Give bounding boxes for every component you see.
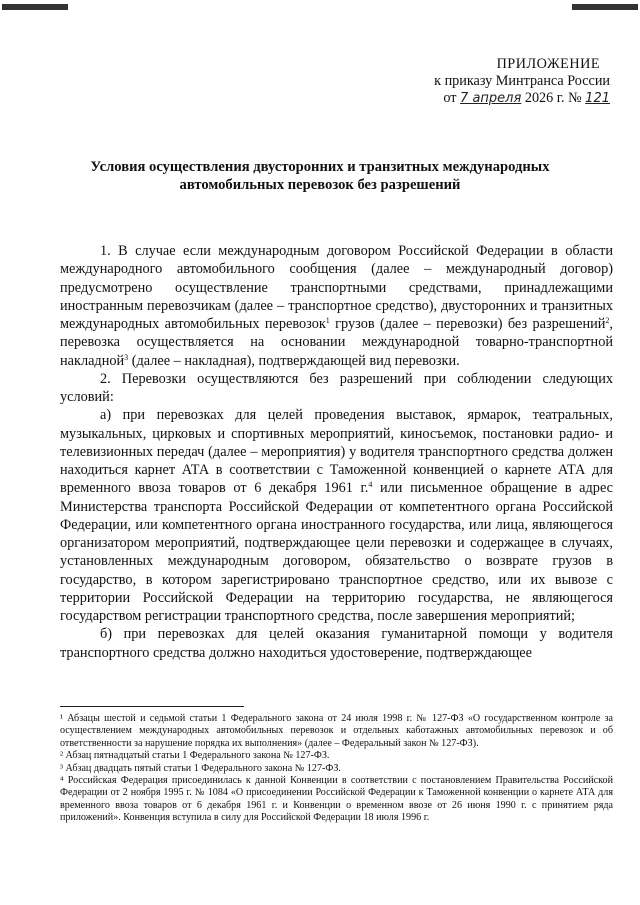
paragraph-2a-text-b: или письменное обращение в адрес Министерства транспорта Российской Федерации от компетентного органа Российской Федерации, или компетентного органа иностранного государства, или лица, являющегося организатором мероприятий, подтверждающее цели перевозки и содержащее в случаях, установленных международным договором, обязательство о возврате грузов в государство, в котором зарегистрировано транспортное средство, или их вывозе с территории Российской Федерации на территорию государства, не являющегося государством регистрации транспортного средства, после завершения мероприятий; xyxy=(60,480,613,624)
appendix-date-line xyxy=(380,90,610,107)
paragraph-1-text-b: грузов (далее – перевозки) без разрешений xyxy=(329,316,606,332)
handwritten-number: 121 xyxy=(585,91,610,106)
footnote-ref-3: 3 xyxy=(124,352,129,362)
footnotes xyxy=(60,713,613,825)
scan-mark-left xyxy=(2,4,68,10)
scan-mark-right xyxy=(572,4,638,10)
appendix-header xyxy=(380,56,610,107)
footnote-2: ² Абзац пятнадцатый статьи 1 Федерального закона № 127-ФЗ. xyxy=(60,750,330,762)
paragraph-2b: б) при перевозках для целей оказания гуманитарной помощи у водителя транспортного средства должно находиться удостоверение, подтверждающее xyxy=(60,626,613,661)
paragraph-2a xyxy=(60,406,613,625)
footnote-ref-4: 4 xyxy=(368,480,373,490)
appendix-label: ПРИЛОЖЕНИЕ xyxy=(496,56,600,72)
document-body xyxy=(60,242,613,662)
footnote-1: ¹ Абзацы шестой и седьмой статьи 1 Федерального закона от 24 июля 1998 г. № 127-ФЗ «О государственном контроле за осуществлением международных автомобильных перевозок и отдельных каботажных автомобильных перевозок и об ответственности за нарушение порядка их выполнения» (далее – Федеральный закон № 127-ФЗ). xyxy=(60,713,613,749)
paragraph-2: 2. Перевозки осуществляются без разрешений при соблюдении следующих условий: xyxy=(60,370,613,405)
paragraph-1-text-d: (далее – накладная), подтверждающей вид перевозки. xyxy=(128,352,460,369)
paragraph-1 xyxy=(60,242,613,370)
footnote-separator xyxy=(60,706,244,707)
document-title xyxy=(60,158,580,194)
date-year: 2026 г. № xyxy=(524,90,582,106)
footnote-ref-1: 1 xyxy=(325,316,330,325)
paragraph-1-text-c: , перевозка осуществляется на основании международной товарно-транспортной накладной xyxy=(60,316,613,369)
paragraph-2a-text-a: а) при перевозках для целей проведения выставок, ярмарок, театральных, музыкальных, цирковых и спортивных мероприятий, киносъемок, постановки радио- и телевизионных передач (далее – мероприятия) у водителя транспортного средства должен находиться карнет АТА в соответствии с Таможенной конвенцией о карнете АТА для временного ввоза товаров от 6 декабря 1961 г. xyxy=(60,407,613,497)
handwritten-date: 7 апреля xyxy=(460,91,522,106)
appendix-order-ref: к приказу Минтранса России xyxy=(434,73,610,89)
title-line-1: Условия осуществления двусторонних и транзитных международных xyxy=(90,159,550,175)
footnote-ref-2: 2 xyxy=(605,316,610,325)
footnote-3: ³ Абзац двадцать пятый статьи 1 Федерального закона № 127-ФЗ. xyxy=(60,762,341,774)
date-prefix: от xyxy=(443,90,457,106)
title-line-2: автомобильных перевозок без разрешений xyxy=(179,177,461,193)
paragraph-1-text-a: 1. В случае если международным договором Российской Федерации в области международного автомобильного сообщения (далее – международный договор) предусмотрено осуществление транспортными средствами, принадлежащими иностранным перевозчикам (далее – транспортное средство), двусторонних и транзитных международных автомобильных перевозок xyxy=(60,243,613,332)
footnote-4: ⁴ Российская Федерация присоединилась к данной Конвенции в соответствии с постановлением Правительства Российской Федерации от 2 ноября 1995 г. № 1084 «О присоединении Российской Федерации к Таможенной конвенции о карнете АТА для временного ввоза товаров от 6 декабря 1961 г. и Конвенции о временном ввозе от 26 июня 1990 г. с принятием ряда приложений». Конвенция вступила в силу для Российской Федерации 18 июля 1996 г. xyxy=(60,775,613,824)
